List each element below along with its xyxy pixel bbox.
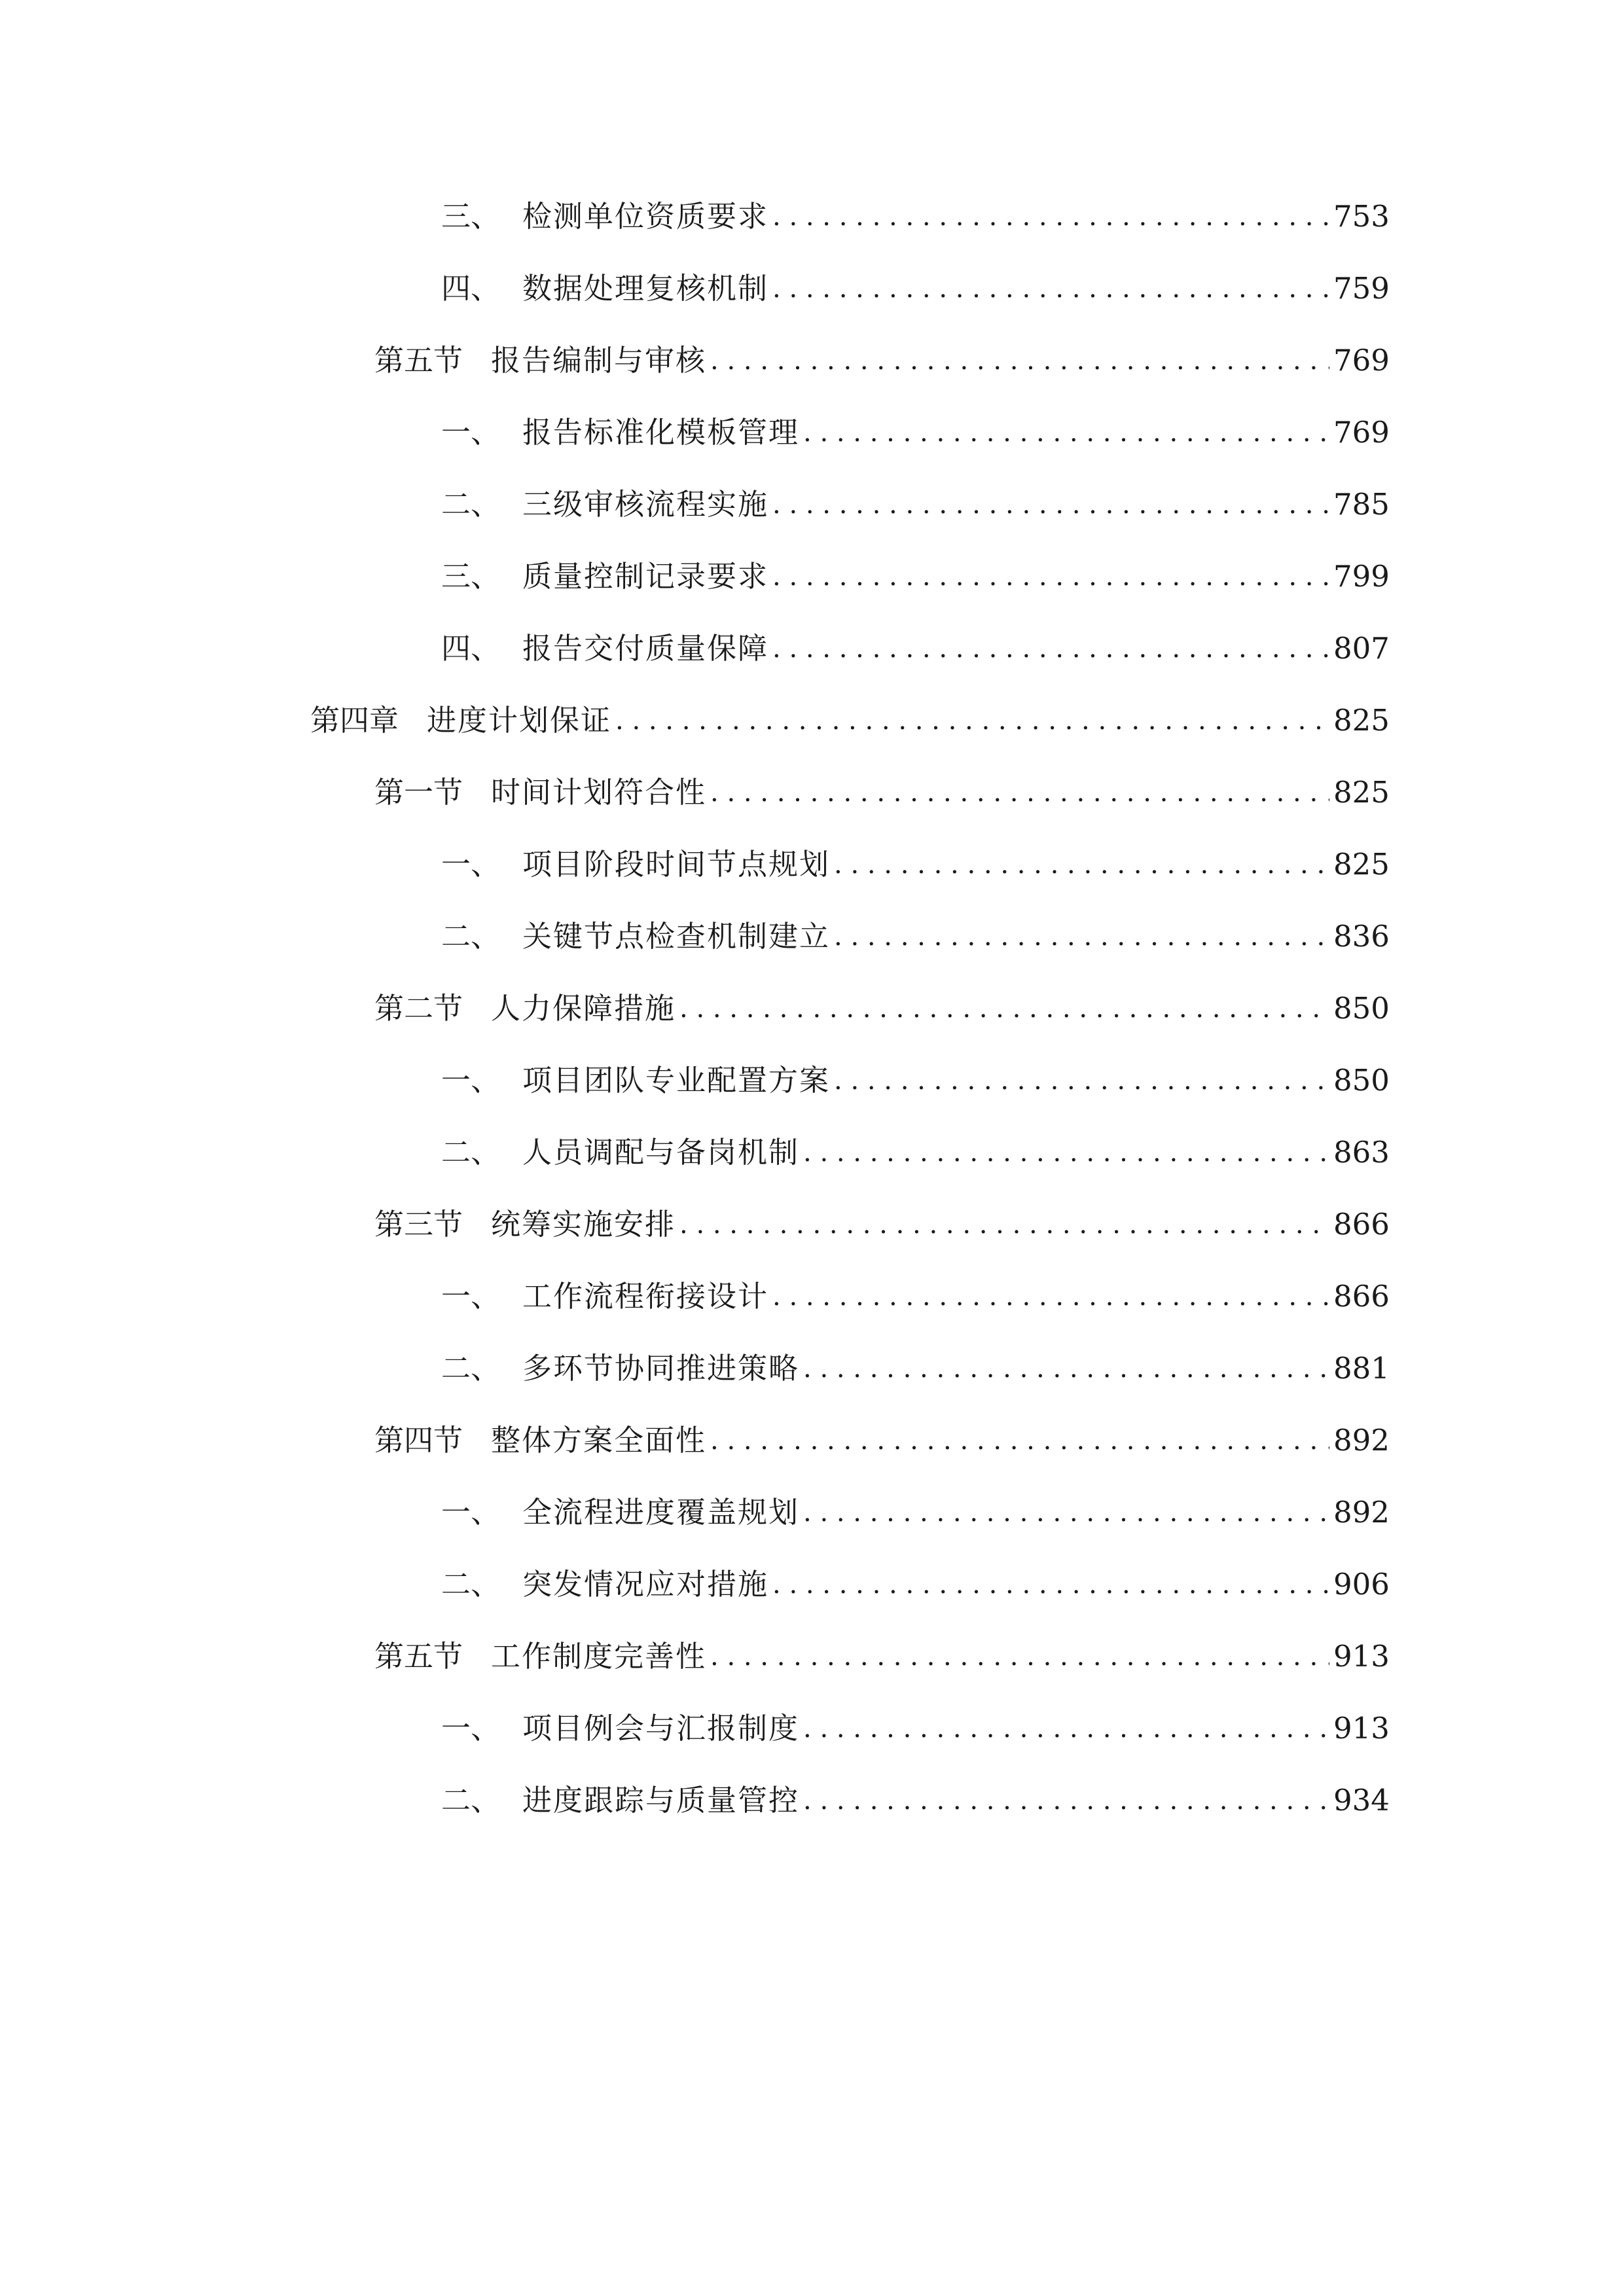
toc-entry-number: 一、 (441, 1063, 501, 1098)
toc-entry-number: 四、 (441, 631, 501, 666)
toc-entry-title: 工作制度完善性 (491, 1639, 707, 1674)
toc-entry-page: 892 (1333, 1495, 1390, 1530)
toc-entry-title: 报告交付质量保障 (522, 631, 769, 666)
toc-entry-title: 数据处理复核机制 (522, 271, 769, 306)
toc-dot-leader (710, 770, 1329, 816)
toc-dot-leader (772, 1274, 1329, 1319)
toc-entry-title: 进度跟踪与质量管控 (522, 1783, 800, 1818)
toc-dot-leader (803, 1490, 1329, 1535)
toc-entry-title: 时间计划符合性 (491, 775, 707, 810)
toc-entry-title: 工作流程衔接设计 (522, 1279, 769, 1314)
toc-entry-number: 一、 (441, 1711, 501, 1746)
toc-entry-page: 866 (1333, 1207, 1390, 1242)
toc-dot-leader (772, 266, 1329, 312)
toc-entry-title: 突发情况应对措施 (522, 1567, 769, 1602)
toc-dot-leader (834, 914, 1329, 960)
toc-entry[interactable] (441, 1274, 1388, 1319)
toc-entry-number: 第五节 (374, 343, 463, 378)
toc-entry-number: 第一节 (374, 775, 463, 810)
toc-dot-leader (803, 410, 1329, 456)
toc-dot-leader (679, 986, 1329, 1031)
toc-entry-number: 一、 (441, 415, 501, 450)
toc-entry[interactable] (441, 410, 1388, 456)
toc-entry-number: 第三节 (374, 1207, 463, 1242)
toc-entry-title: 人力保障措施 (491, 991, 676, 1026)
toc-entry-number: 第四节 (374, 1423, 463, 1458)
toc-entry[interactable] (441, 626, 1388, 672)
toc-entry-page: 866 (1333, 1279, 1390, 1314)
toc-entry-title: 报告标准化模板管理 (522, 415, 800, 450)
toc-entry-title: 三级审核流程实施 (522, 487, 769, 522)
toc-entry[interactable] (374, 1634, 1388, 1679)
toc-entry-page: 769 (1333, 343, 1390, 378)
toc-entry-number: 第四章 (310, 703, 399, 738)
toc-entry-page: 785 (1333, 487, 1390, 522)
toc-entry-number: 二、 (441, 1783, 501, 1818)
toc-entry-title: 整体方案全面性 (491, 1423, 707, 1458)
toc-entry[interactable] (441, 554, 1388, 600)
toc-dot-leader (772, 194, 1329, 240)
toc-entry-number: 二、 (441, 487, 501, 522)
toc-entry-page: 850 (1333, 1063, 1390, 1098)
toc-dot-leader (710, 1634, 1329, 1679)
toc-entry[interactable] (374, 1202, 1388, 1247)
toc-entry-page: 934 (1333, 1783, 1390, 1818)
toc-entry-number: 一、 (441, 1495, 501, 1530)
toc-entry-page: 769 (1333, 415, 1390, 450)
toc-entry-number: 一、 (441, 1279, 501, 1314)
toc-entry[interactable] (441, 482, 1388, 528)
toc-entry[interactable] (441, 1562, 1388, 1607)
toc-entry-number: 二、 (441, 1567, 501, 1602)
toc-entry[interactable] (374, 770, 1388, 816)
toc-entry-number: 一、 (441, 847, 501, 882)
toc-entry-number: 第五节 (374, 1639, 463, 1674)
toc-entry-page: 825 (1333, 847, 1390, 882)
toc-entry-title: 全流程进度覆盖规划 (522, 1495, 800, 1530)
toc-entry[interactable] (374, 1418, 1388, 1463)
toc-entry-number: 第二节 (374, 991, 463, 1026)
toc-dot-leader (803, 1346, 1329, 1391)
toc-dot-leader (803, 1706, 1329, 1751)
toc-entry[interactable] (374, 338, 1388, 384)
toc-entry[interactable] (441, 194, 1388, 240)
toc-dot-leader (772, 626, 1329, 672)
toc-entry[interactable] (441, 1130, 1388, 1175)
toc-entry-page: 753 (1333, 199, 1390, 234)
toc-entry-title: 项目阶段时间节点规划 (522, 847, 831, 882)
toc-entry-title: 项目团队专业配置方案 (522, 1063, 831, 1098)
toc-entry[interactable] (310, 698, 1388, 744)
toc-entry-page: 825 (1333, 775, 1390, 810)
toc-dot-leader (772, 1562, 1329, 1607)
toc-entry-title: 进度计划保证 (427, 703, 612, 738)
toc-entry[interactable] (441, 266, 1388, 312)
toc-dot-leader (803, 1778, 1329, 1823)
toc-entry[interactable] (374, 986, 1388, 1031)
toc-entry-number: 二、 (441, 1351, 501, 1386)
toc-entry-title: 报告编制与审核 (491, 343, 707, 378)
toc-dot-leader (834, 1058, 1329, 1103)
toc-entry-page: 836 (1333, 919, 1390, 954)
toc-entry-title: 关键节点检查机制建立 (522, 919, 831, 954)
toc-entry-number: 三、 (441, 559, 501, 594)
toc-entry-title: 项目例会与汇报制度 (522, 1711, 800, 1746)
toc-entry[interactable] (441, 1346, 1388, 1391)
toc-entry[interactable] (441, 1778, 1388, 1823)
toc-entry-title: 人员调配与备岗机制 (522, 1135, 800, 1170)
toc-entry-page: 913 (1333, 1639, 1390, 1674)
toc-entry-page: 825 (1333, 703, 1390, 738)
toc-entry-title: 检测单位资质要求 (522, 199, 769, 234)
toc-dot-leader (679, 1202, 1329, 1247)
toc-dot-leader (710, 1418, 1329, 1463)
toc-entry-number: 二、 (441, 919, 501, 954)
toc-entry-title: 多环节协同推进策略 (522, 1351, 800, 1386)
toc-entry-page: 799 (1333, 559, 1390, 594)
toc-entry-page: 850 (1333, 991, 1390, 1026)
toc-entry-page: 807 (1333, 631, 1390, 666)
toc-entry-title: 统筹实施安排 (491, 1207, 676, 1242)
toc-entry[interactable] (441, 1490, 1388, 1535)
toc-entry-number: 四、 (441, 271, 501, 306)
toc-dot-leader (710, 338, 1329, 384)
toc-dot-leader (772, 482, 1329, 528)
toc-entry[interactable] (441, 914, 1388, 960)
toc-entry[interactable] (441, 1706, 1388, 1751)
toc-entry-page: 906 (1333, 1567, 1390, 1602)
toc-entry-number: 三、 (441, 199, 501, 234)
toc-entry-page: 892 (1333, 1423, 1390, 1458)
toc-dot-leader (834, 842, 1329, 888)
toc-dot-leader (615, 698, 1329, 744)
toc-dot-leader (803, 1130, 1329, 1175)
toc-entry[interactable] (441, 1058, 1388, 1103)
toc-entry-page: 881 (1333, 1351, 1390, 1386)
toc-entry-page: 913 (1333, 1711, 1390, 1746)
toc-entry-title: 质量控制记录要求 (522, 559, 769, 594)
toc-entry-page: 759 (1333, 271, 1390, 306)
toc-dot-leader (772, 554, 1329, 600)
toc-entry[interactable] (441, 842, 1388, 888)
toc-entry-number: 二、 (441, 1135, 501, 1170)
toc-entry-page: 863 (1333, 1135, 1390, 1170)
